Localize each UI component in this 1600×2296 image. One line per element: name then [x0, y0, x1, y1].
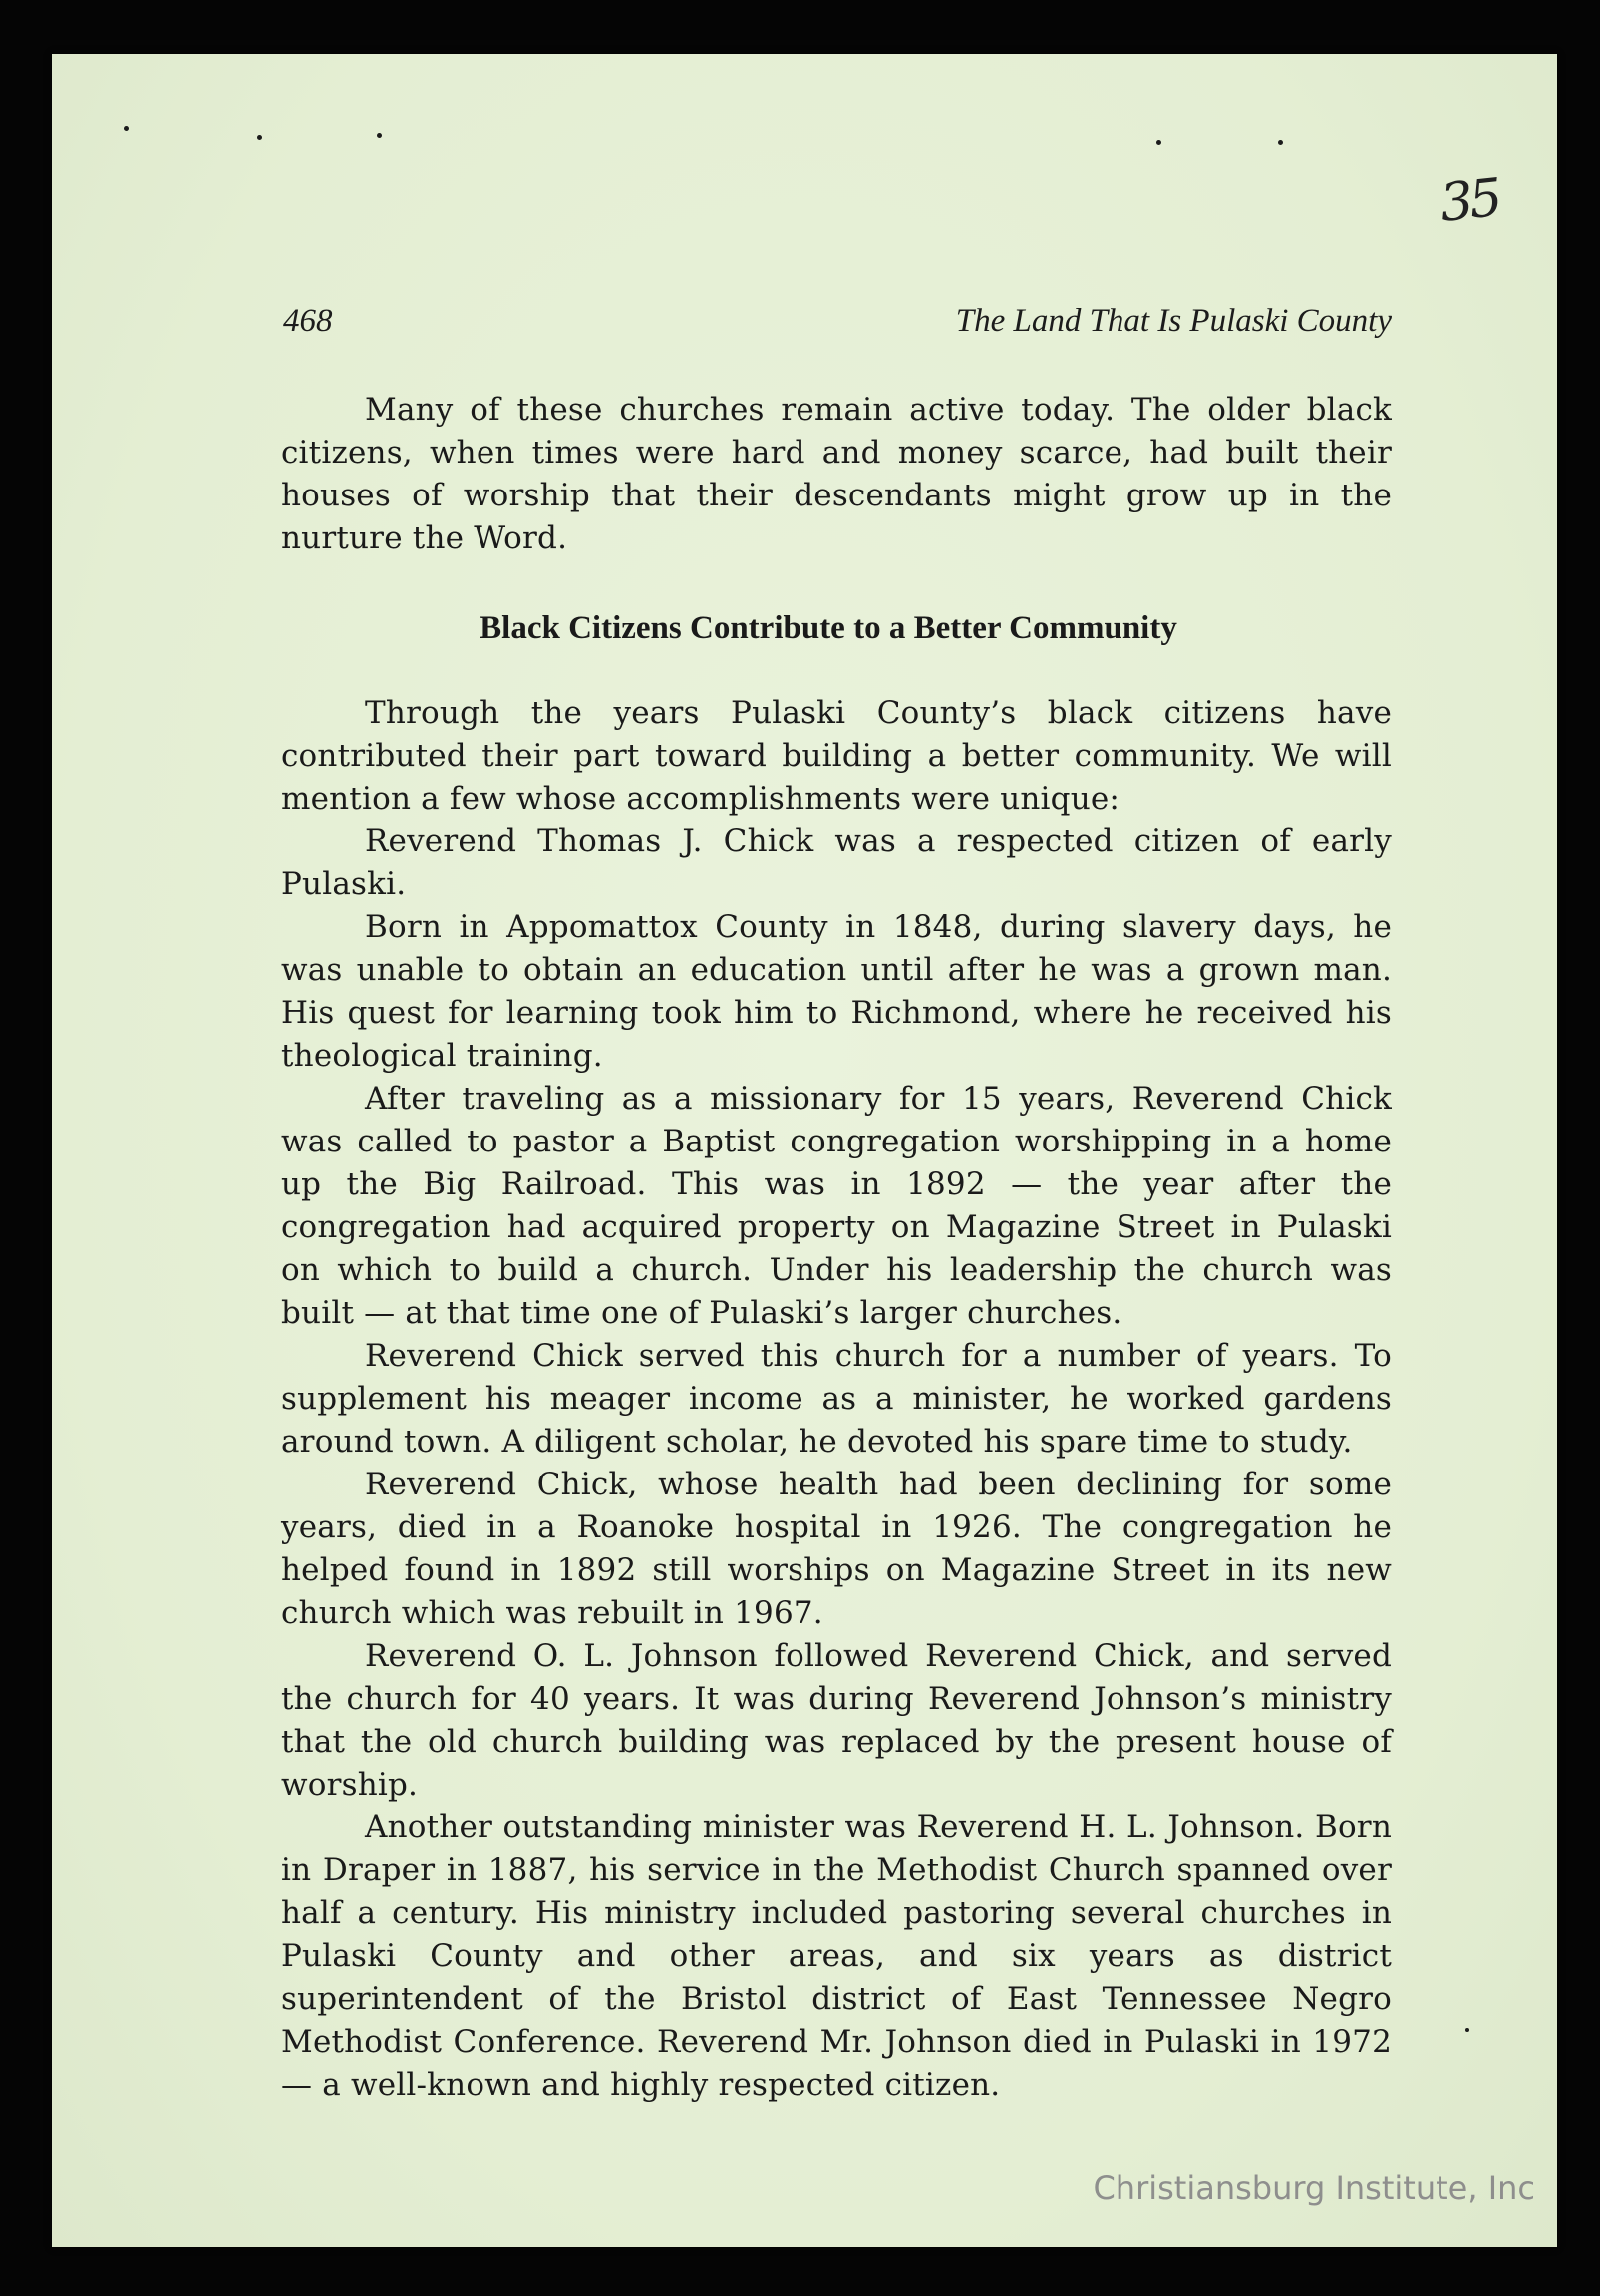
- paragraph: Reverend Thomas J. Chick was a respected citizen of early Pulaski.: [281, 823, 1392, 902]
- watermark: Christiansburg Institute, Inc: [1093, 2169, 1535, 2207]
- section-heading: Black Citizens Contribute to a Better Community: [480, 610, 1177, 646]
- paragraph: After traveling as a missionary for 15 years, Reverend Chick was called to pastor a Baptist congregation worshipping in a home up the Big Railroad. This was in 1892 — the year after the congregation had acquired property on Magazine Street in Pulaski on which to build a church. Under his leadership the church was built — at that time one of Pulaski’s larger churches.: [281, 1081, 1392, 1331]
- paragraph: Reverend Chick served this church for a number of years. To supplement his meager income as a minister, he worked gardens around town. A diligent scholar, he devoted his spare time to study.: [281, 1338, 1392, 1460]
- ink-speck: [1278, 140, 1283, 145]
- paragraph: Reverend Chick, whose health had been declining for some years, died in a Roanoke hospital in 1926. The congregation he helped found in 1892 still worships on Magazine Street in its new church which was rebuilt in 1967.: [281, 1467, 1392, 1631]
- ink-speck: [1156, 140, 1161, 145]
- book-title: The Land That Is Pulaski County: [955, 303, 1392, 339]
- intro-paragraph: Many of these churches remain active today. The older black citizens, when times were hard and money scarce, had built their houses of worship that their descendants might grow up in the nurture the Word.: [281, 392, 1392, 556]
- paragraph: Born in Appomattox County in 1848, during slavery days, he was unable to obtain an education until after he was a grown man. His quest for learning took him to Richmond, where he received his theological training.: [281, 909, 1392, 1074]
- document-page: [52, 54, 1557, 2247]
- ink-speck: [257, 135, 262, 140]
- paragraph: Reverend O. L. Johnson followed Reverend Chick, and served the church for 40 years. It was during Reverend Johnson’s ministry that the old church building was replaced by the present house of worship.: [281, 1638, 1392, 1803]
- page-number: 468: [283, 303, 333, 339]
- ink-speck: [124, 126, 129, 131]
- ink-speck: [1465, 2028, 1469, 2032]
- paragraph: Through the years Pulaski County’s black citizens have contributed their part toward building a better community. We will mention a few whose accomplishments were unique:: [281, 695, 1392, 817]
- handwritten-page-number: 35: [1438, 168, 1502, 234]
- paragraph: Another outstanding minister was Reverend H. L. Johnson. Born in Draper in 1887, his service in the Methodist Church spanned over half a century. His ministry included pastoring several churches in Pulaski County and other areas, and six years as district superintendent of the Bristol district of East Tennessee Negro Methodist Conference. Reverend Mr. Johnson died in Pulaski in 1972 — a well-known and highly respected citizen.: [281, 1809, 1392, 2103]
- ink-speck: [377, 133, 382, 138]
- body-text: [281, 389, 1392, 2107]
